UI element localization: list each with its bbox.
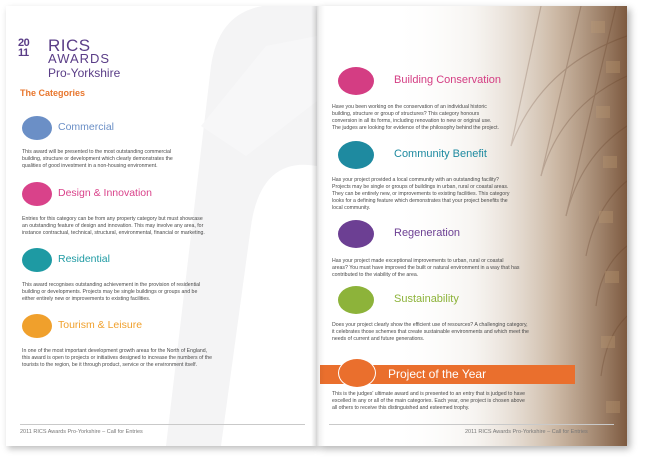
description-line: building, structure or group of structures? This category honours	[332, 111, 480, 117]
logo-rics: RICS	[48, 36, 91, 55]
description-line: building, structure or development which clearly demonstrates the	[22, 156, 173, 162]
footer-divider	[20, 424, 305, 425]
description-line: looks for a defining feature which demonstrates that your project benefits the	[332, 198, 508, 204]
description-line: Has your project provided a local community with an outstanding facility?	[332, 177, 499, 183]
brochure-spread	[6, 6, 626, 446]
description-line: They can be entirely new, or improvements to existing facilities. This category	[332, 191, 510, 197]
design-innovation-badge-icon	[22, 182, 52, 206]
category-description	[332, 258, 558, 279]
category-description	[332, 177, 558, 212]
description-line: building or developments. Projects may be single buildings or groups and be	[22, 289, 198, 295]
category-name: Tourism & Leisure	[58, 319, 143, 331]
logo-year	[18, 38, 44, 58]
description-line: This award will be presented to the most outstanding commercial	[22, 149, 172, 155]
category-name: Sustainability	[394, 293, 459, 305]
category-name: Project of the Year	[388, 367, 487, 381]
description-line: Have you been working on the conservation of an individual historic	[332, 104, 487, 110]
footer-divider	[329, 424, 614, 425]
categories-heading: The Categories	[20, 88, 86, 98]
description-line: either entirely new or improvements to existing facilities.	[22, 296, 151, 302]
project-of-the-year-badge-icon	[338, 358, 376, 388]
description-line: an outstanding feature of design and innovation. This may involve any area, for	[22, 223, 204, 229]
description-line: Has your project made exceptional improvements to urban, rural or coastal	[332, 258, 504, 264]
description-line: instance contractual, technical, structural, environmental, financial or marketing.	[22, 230, 205, 236]
sustainability-badge-icon	[338, 286, 374, 314]
commercial-badge-icon	[22, 116, 52, 140]
logo-region: Pro-Yorkshire	[48, 66, 121, 80]
description-line: all others to receive this distinguished and esteemed trophy.	[332, 405, 470, 411]
category-name: Commercial	[58, 121, 115, 133]
category-description	[22, 216, 307, 237]
category-description	[332, 322, 558, 343]
logo-year-bottom: 11	[18, 47, 29, 59]
left-page-footer: 2011 RICS Awards Pro-Yorkshire – Call for Entries	[20, 429, 143, 435]
description-line: Entries for this category can be from any property category but must showcase	[22, 216, 203, 222]
category-description	[22, 348, 307, 369]
category-name: Residential	[58, 253, 110, 265]
description-line: excelled in any or all of the main categories. Each year, one project is chosen above	[332, 398, 525, 404]
logo-year-top: 20	[18, 37, 30, 49]
right-page-footer: 2011 RICS Awards Pro-Yorkshire – Call for Entries	[465, 429, 588, 435]
book-spine-shadow	[311, 6, 325, 446]
description-line: Does your project clearly show the efficient use of resources? A challenging category,	[332, 322, 528, 328]
description-line: qualities of good investment in a non-housing environment.	[22, 163, 158, 169]
description-line: needs of current and future generations.	[332, 336, 425, 342]
right-page	[317, 6, 627, 446]
description-line: Projects may be single or groups of buildings in urban, rural or coastal areas.	[332, 184, 509, 190]
residential-badge-icon	[22, 248, 52, 272]
description-line: areas? You must have improved the built or natural environment in a way that has	[332, 265, 520, 271]
description-line: contributed to the viability of the area.	[332, 272, 419, 278]
category-description	[22, 149, 302, 170]
regeneration-badge-icon	[338, 220, 374, 248]
description-line: This award recognises outstanding achievement in the provision of residential	[22, 282, 201, 288]
tourism-leisure-badge-icon	[22, 314, 52, 338]
category-description	[22, 282, 307, 303]
category-name: Community Benefit	[394, 148, 487, 160]
description-line: In one of the most important development growth areas for the North of England,	[22, 348, 208, 354]
description-line: conversion in all its forms, including renovation to new or original use.	[332, 118, 492, 124]
description-line: it celebrates those schemes that create sustainable environments and which meet the	[332, 329, 529, 335]
category-name: Design & Innovation	[58, 187, 152, 199]
category-name: Building Conservation	[394, 74, 502, 86]
category-description	[332, 391, 558, 412]
category-description	[332, 104, 558, 132]
category-name: Regeneration	[394, 227, 461, 239]
building-conservation-badge-icon	[338, 67, 374, 95]
left-page	[6, 6, 317, 446]
community-benefit-badge-icon	[338, 141, 374, 169]
description-line: The judges are looking for evidence of the philosophy behind the project.	[332, 125, 499, 131]
description-line: This is the judges' ultimate award and is presented to an entry that is judged to have	[332, 391, 526, 397]
description-line: local community.	[332, 205, 371, 211]
logo-awards: AWARDS	[48, 51, 111, 66]
description-line: this award is open to projects or initiatives designed to increase the numbers of the	[22, 355, 213, 361]
description-line: tourists to the region, be it through product, service or the environment itself.	[22, 362, 198, 368]
